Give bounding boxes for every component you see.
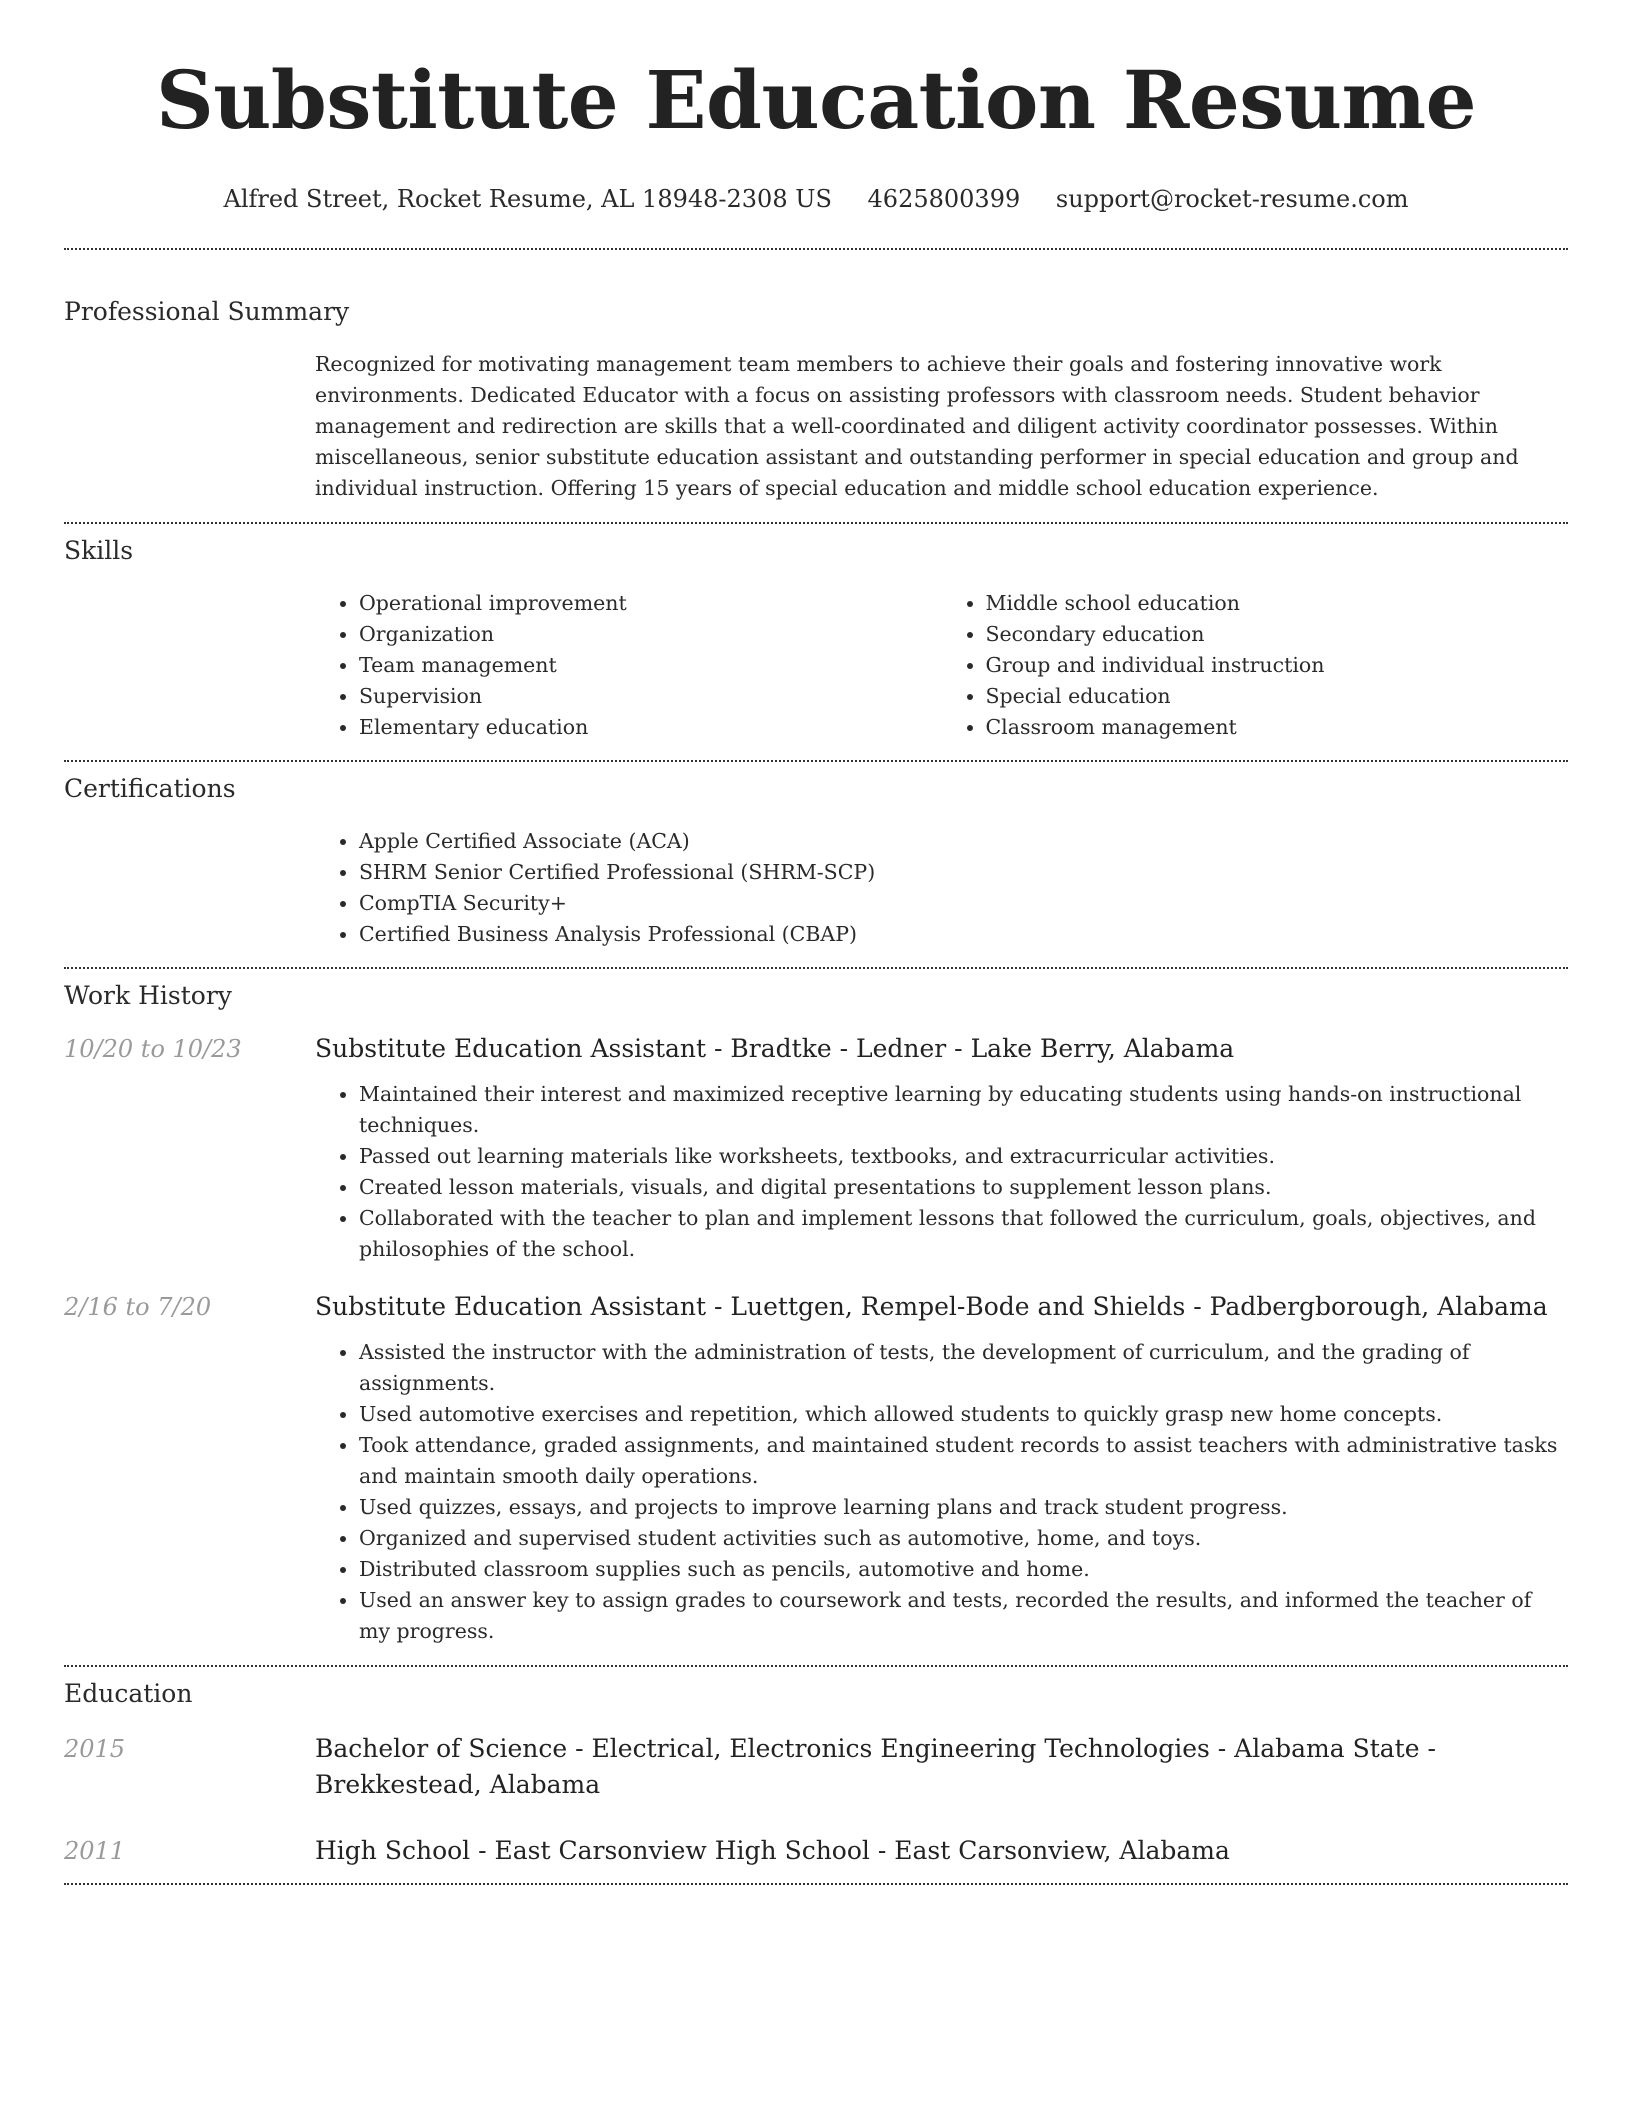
summary-section [64,250,1568,504]
work-history-section [64,969,1568,1647]
education-year: 2015 [64,1735,126,1763]
section-title-work: Work History [64,981,232,1010]
list-item: • Certified Business Analysis Professional (CBAP) [359,919,1568,950]
job-entry [64,1289,1568,1647]
education-entry [64,1731,1568,1803]
list-item: • Took attendance, graded assignments, and maintained student records to assist teachers with administrative tasks and maintain smooth daily operations. [359,1430,1568,1492]
email: support@rocket-resume.com [1055,185,1409,213]
list-item: • Used automotive exercises and repetition, which allowed students to quickly grasp new home concepts. [359,1399,1568,1430]
list-item: • Special education [986,681,1569,712]
phone: 4625800399 [867,185,1021,213]
job-bullets [315,1337,1568,1647]
section-title-certifications: Certifications [64,774,236,803]
list-item: • Maintained their interest and maximized receptive learning by educating students using hands-on instructional techniques. [359,1079,1568,1141]
list-item: • Elementary education [359,712,942,743]
education-heading: High School - East Carsonview High School - East Carsonview, Alabama [315,1836,1230,1865]
list-item: • Assisted the instructor with the administration of tests, the development of curriculum, and the grading of assignments. [359,1337,1568,1399]
education-year: 2011 [64,1837,126,1865]
list-item: • Classroom management [986,712,1569,743]
address: Alfred Street, Rocket Resume, AL 18948-2308 US [223,185,832,213]
job-heading: Substitute Education Assistant - Bradtke - Ledner - Lake Berry, Alabama [315,1034,1235,1063]
list-item: • Passed out learning materials like worksheets, textbooks, and extracurricular activities. [359,1141,1568,1172]
list-item: • Group and individual instruction [986,650,1569,681]
list-item: • Apple Certified Associate (ACA) [359,826,1568,857]
job-dates: 2/16 to 7/20 [64,1293,212,1321]
list-item: • Supervision [359,681,942,712]
list-item: • Collaborated with the teacher to plan and implement lessons that followed the curriculum, goals, objectives, and philosophies of the school. [359,1203,1568,1265]
list-item: • Secondary education [986,619,1569,650]
list-item: • Operational improvement [359,588,942,619]
summary-text: Recognized for motivating management team members to achieve their goals and fostering innovative work environments. Dedicated Educator with a focus on assisting professors with classroom needs. Student behavior management and redirection are skills that a well-coordinated and diligent activity coordinator possesses. Within miscellaneous, senior substitute education assistant and outstanding performer in special education and group and individual instruction. Offering 15 years of special education and middle school education experience. [315,352,1519,500]
contact-line [64,184,1568,214]
resume-page [64,0,1568,1885]
job-dates: 10/20 to 10/23 [64,1035,242,1063]
list-item: • CompTIA Security+ [359,888,1568,919]
list-item: • Organization [359,619,942,650]
section-title-education: Education [64,1679,193,1708]
job-bullets [315,1079,1568,1265]
skills-column-left [315,588,942,743]
list-item: • Middle school education [986,588,1569,619]
certifications-section [64,762,1568,950]
list-item: • Organized and supervised student activities such as automotive, home, and toys. [359,1523,1568,1554]
skills-list [315,588,1568,743]
list-item: • SHRM Senior Certified Professional (SHRM-SCP) [359,857,1568,888]
education-heading: Bachelor of Science - Electrical, Electronics Engineering Technologies - Alabama State - Brekkestead, Alabama [315,1734,1436,1799]
list-item: • Used an answer key to assign grades to coursework and tests, recorded the results, and informed the teacher of my progress. [359,1585,1568,1647]
certifications-list [315,826,1568,950]
divider [64,1883,1568,1885]
summary-body [315,349,1568,504]
section-title-summary: Professional Summary [64,297,350,326]
job-heading: Substitute Education Assistant - Luettgen, Rempel-Bode and Shields - Padbergborough, Alabama [315,1292,1548,1321]
skills-section [64,524,1568,743]
education-entry [64,1833,1568,1869]
list-item: • Team management [359,650,942,681]
section-title-skills: Skills [64,536,134,565]
list-item: • Created lesson materials, visuals, and digital presentations to supplement lesson plans. [359,1172,1568,1203]
list-item: • Used quizzes, essays, and projects to improve learning plans and track student progress. [359,1492,1568,1523]
job-entry [64,1031,1568,1265]
skills-column-right [942,588,1569,743]
list-item: • Distributed classroom supplies such as pencils, automotive and home. [359,1554,1568,1585]
education-section [64,1667,1568,1869]
resume-title: Substitute Education Resume [155,53,1477,147]
